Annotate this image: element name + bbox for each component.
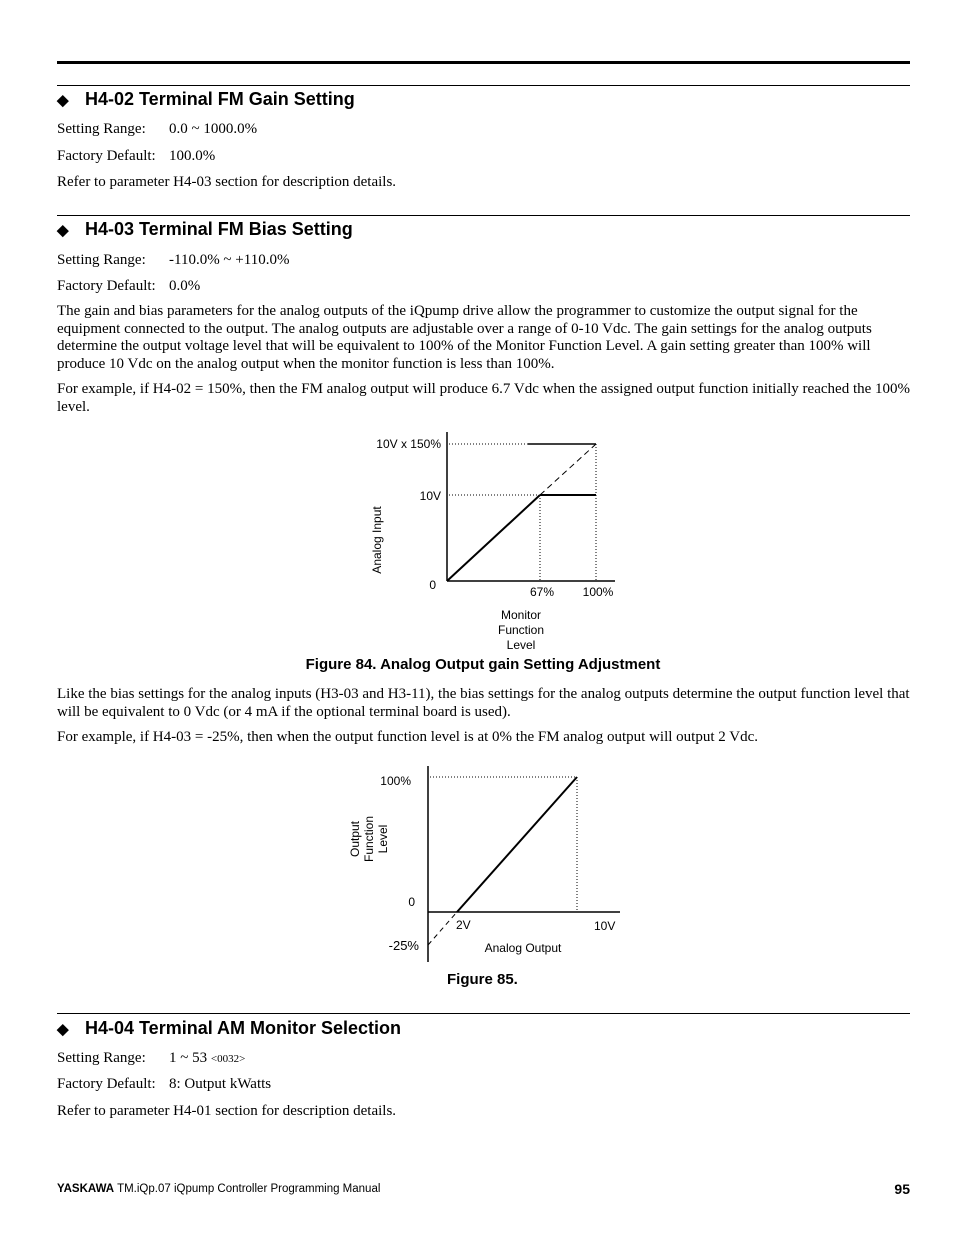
body-paragraph: Like the bias settings for the analog inputs (H3-03 and H3-11), the bias settings for the analog outputs determine the output function level that will be equivalent to 0 Vdc (or 4 mA if the optional terminal board is used). xyxy=(57,686,910,720)
section-rule xyxy=(57,1013,910,1014)
factory-default-label: Factory Default: xyxy=(57,278,156,294)
top-rule xyxy=(57,61,910,64)
section-heading xyxy=(57,1017,401,1041)
factory-default-value: 100.0% xyxy=(169,148,216,164)
refer-text: Refer to parameter H4-01 section for description details. xyxy=(57,1103,397,1119)
gain-line xyxy=(447,495,540,581)
y-tick-label: 100% xyxy=(380,774,411,788)
setting-range-value: -110.0% ~ +110.0% xyxy=(169,252,290,268)
heading-text: H4-04 Terminal AM Monitor Selection xyxy=(85,1018,402,1038)
factory-default-label: Factory Default: xyxy=(57,148,156,164)
setting-range xyxy=(57,1049,245,1068)
y-tick-label: 10V x 150% xyxy=(376,437,441,451)
factory-default-value: 8: Output kWatts xyxy=(169,1076,272,1092)
x-axis-label: Level xyxy=(506,638,536,652)
setting-range-value: 1 ~ 53 xyxy=(169,1050,208,1066)
y-axis-label: Output xyxy=(348,820,362,858)
setting-range-note: <0032> xyxy=(210,1053,246,1065)
x-tick-label: 10V xyxy=(594,919,616,933)
x-tick-label: 100% xyxy=(582,585,614,599)
refer-text: Refer to parameter H4-03 section for description details. xyxy=(57,174,397,190)
section-heading xyxy=(57,218,353,242)
y-axis-label: Function xyxy=(362,815,376,863)
section-rule xyxy=(57,85,910,86)
factory-default xyxy=(57,277,200,295)
body-paragraph: For example, if H4-02 = 150%, then the FM analog output will produce 6.7 Vdc when the assigned output function initially reached the 100% level. xyxy=(57,381,911,415)
diamond-icon: ◆ xyxy=(57,92,69,109)
factory-default xyxy=(57,1075,271,1093)
body-paragraph: The gain and bias parameters for the analog outputs of the iQpump drive allow the programmer to customize the output signal for the equipment connected to the output. The analog outputs are adjustable over a range of 0-10 Vdc. The gain settings for the analog outputs determine the output voltage level that will be equivalent to 100% of the Monitor Function Level. A gain setting greater than 100% will produce 10 Vdc on the analog output when the monitor function is less than 100%. xyxy=(57,303,872,372)
setting-range-label: Setting Range: xyxy=(57,1050,146,1066)
section-rule xyxy=(57,215,910,216)
figure-caption: Figure 85. xyxy=(447,971,518,988)
y-axis-label: Analog Input xyxy=(370,506,384,574)
heading-text: H4-03 Terminal FM Bias Setting xyxy=(85,219,353,239)
setting-range-label: Setting Range: xyxy=(57,121,146,137)
x-axis-label: Function xyxy=(497,623,545,637)
x-tick-label: 67% xyxy=(529,585,555,599)
section-heading xyxy=(57,88,355,112)
x-tick-label: 2V xyxy=(456,918,471,932)
factory-default-label: Factory Default: xyxy=(57,1076,156,1092)
factory-default-value: 0.0% xyxy=(169,278,201,294)
figure-85-chart xyxy=(340,762,630,967)
y-tick-label: 0 xyxy=(429,578,436,592)
gain-line-dashed xyxy=(540,444,596,495)
y-tick-label: -25% xyxy=(388,938,419,953)
x-axis-label: Monitor xyxy=(500,608,542,622)
heading-text: H4-02 Terminal FM Gain Setting xyxy=(85,89,355,109)
body-paragraph: For example, if H4-03 = -25%, then when the output function level is at 0% the FM analog output will output 2 Vdc. xyxy=(57,729,758,745)
figure-84-chart xyxy=(360,428,630,654)
bias-line xyxy=(457,777,577,912)
x-axis-label: Analog Output xyxy=(484,941,562,955)
footer-doc-title xyxy=(57,1183,380,1195)
y-tick-label: 0 xyxy=(408,895,415,909)
figure-caption: Figure 84. Analog Output gain Setting Adjustment xyxy=(305,656,661,673)
footer-brand: YASKAWA xyxy=(57,1183,115,1195)
y-tick-label: 10V xyxy=(419,489,441,503)
y-axis-label: Level xyxy=(376,824,390,854)
footer-doc: TM.iQp.07 iQpump Controller Programming Manual xyxy=(114,1183,381,1195)
factory-default xyxy=(57,147,215,165)
diamond-icon: ◆ xyxy=(57,222,69,239)
bias-line-dashed xyxy=(428,912,457,945)
page-number: 95 xyxy=(894,1181,910,1197)
setting-range-value: 0.0 ~ 1000.0% xyxy=(169,121,258,137)
setting-range xyxy=(57,120,257,138)
setting-range xyxy=(57,251,289,269)
diamond-icon: ◆ xyxy=(57,1021,69,1038)
setting-range-label: Setting Range: xyxy=(57,252,146,268)
